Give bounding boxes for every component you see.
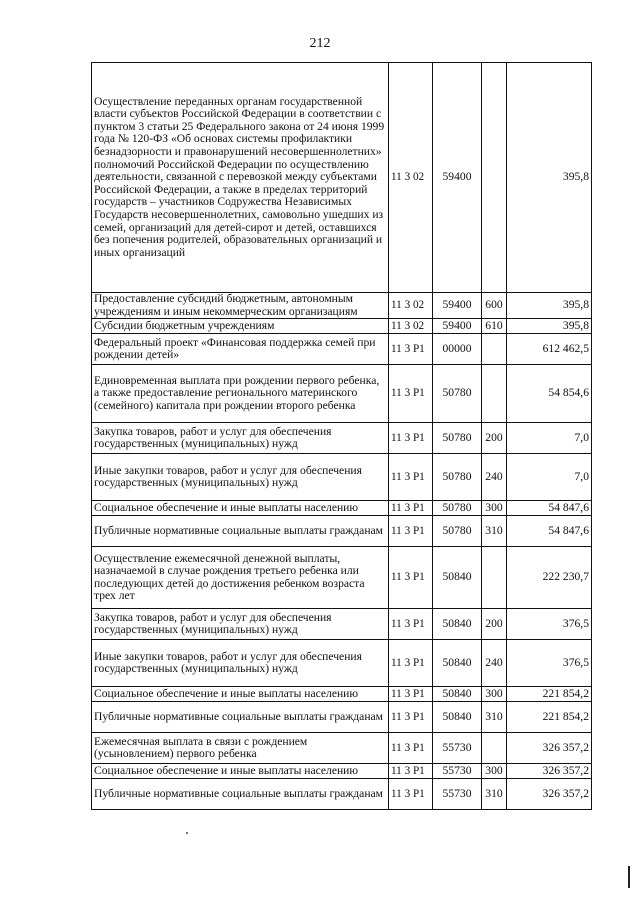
budget-item-name: Единовременная выплата при рождении первого ребенка, а также предоставление регионального материнского (семейного) капитала при рождении второго ребенка [92,365,389,423]
budget-item-name: Иные закупки товаров, работ и услуг для обеспечения государственных (муниципальных) нужд [92,454,389,501]
page-number: 212 [309,36,331,51]
expense-type-code [482,547,507,609]
budget-item-name: Социальное обеспечение и иные выплаты населению [92,501,389,516]
amount-value: 7,0 [507,454,592,501]
expense-type-code: 310 [482,779,507,810]
budget-item-name: Закупка товаров, работ и услуг для обеспечения государственных (муниципальных) нужд [92,609,389,640]
budget-item-name: Публичные нормативные социальные выплаты гражданам [92,702,389,733]
table-row [92,319,592,334]
amount-value: 395,8 [507,319,592,334]
table-row [92,547,592,609]
target-code: 55730 [433,733,482,764]
section-code: 11 3 P1 [389,423,433,454]
table-row [92,63,592,293]
expense-type-code: 600 [482,293,507,319]
section-code: 11 3 P1 [389,365,433,423]
section-code: 11 3 P1 [389,609,433,640]
budget-item-name: Иные закупки товаров, работ и услуг для обеспечения государственных (муниципальных) нужд [92,640,389,687]
target-code: 00000 [433,334,482,365]
budget-item-name: Социальное обеспечение и иные выплаты населению [92,687,389,702]
table-row [92,501,592,516]
target-code: 59400 [433,293,482,319]
section-code: 11 3 P1 [389,334,433,365]
amount-value: 54 847,6 [507,501,592,516]
target-code: 50780 [433,516,482,547]
expense-type-code: 610 [482,319,507,334]
table-row [92,687,592,702]
table-row [92,609,592,640]
table-row [92,454,592,501]
target-code: 55730 [433,764,482,779]
target-code: 50840 [433,702,482,733]
section-code: 11 3 P1 [389,687,433,702]
section-code: 11 3 02 [389,293,433,319]
target-code: 50840 [433,609,482,640]
budget-item-name: Социальное обеспечение и иные выплаты населению [92,764,389,779]
budget-item-name: Субсидии бюджетным учреждениям [92,319,389,334]
section-code: 11 3 P1 [389,764,433,779]
section-code: 11 3 02 [389,319,433,334]
expense-type-code [482,63,507,293]
table-row [92,640,592,687]
expense-type-code: 310 [482,516,507,547]
target-code: 59400 [433,63,482,293]
table-row [92,702,592,733]
amount-value: 326 357,2 [507,779,592,810]
table-row [92,516,592,547]
target-code: 50780 [433,501,482,516]
budget-item-name: Осуществление переданных органам государственной власти субъектов Российской Федерации в соответствии с пунктом 3 статьи 25 Федерального закона от 24 июня 1999 года № 120-ФЗ «Об основах системы профилактики безнадзорности и правонарушений несовершеннолетних» полномочий Российской Федерации по осуществлению деятельности, связанной с перевозкой между субъектами Российской Федерации, а также в пределах территорий государств – участников Содружества Независимых Государств несовершеннолетних, самовольно ушедших из семей, организаций для детей-сирот и детей, оставшихся без попечения родителей, образовательных организаций и иных организаций [92,63,389,293]
expense-type-code [482,365,507,423]
budget-item-name: Осуществление ежемесячной денежной выплаты, назначаемой в случае рождения третьего ребенка или последующих детей до достижения ребенком возраста трех лет [92,547,389,609]
budget-item-name: Федеральный проект «Финансовая поддержка семей при рождении детей» [92,334,389,365]
target-code: 50780 [433,423,482,454]
amount-value: 54 847,6 [507,516,592,547]
expense-type-code: 310 [482,702,507,733]
scan-speck [186,832,188,834]
section-code: 11 3 P1 [389,702,433,733]
table-row [92,365,592,423]
target-code: 55730 [433,779,482,810]
expense-type-code [482,733,507,764]
scan-edge-mark [628,866,630,888]
amount-value: 376,5 [507,609,592,640]
budget-item-name: Ежемесячная выплата в связи с рождением (усыновлением) первого ребенка [92,733,389,764]
table-row [92,293,592,319]
expense-type-code: 200 [482,609,507,640]
table-row [92,733,592,764]
expense-type-code [482,334,507,365]
section-code: 11 3 P1 [389,501,433,516]
target-code: 50840 [433,687,482,702]
table-row [92,764,592,779]
table-row [92,423,592,454]
table-row [92,334,592,365]
table-row [92,779,592,810]
target-code: 50840 [433,547,482,609]
section-code: 11 3 P1 [389,516,433,547]
section-code: 11 3 P1 [389,454,433,501]
budget-table [91,62,592,810]
amount-value: 326 357,2 [507,764,592,779]
budget-item-name: Закупка товаров, работ и услуг для обеспечения государственных (муниципальных) нужд [92,423,389,454]
amount-value: 395,8 [507,63,592,293]
target-code: 50840 [433,640,482,687]
target-code: 50780 [433,454,482,501]
budget-item-name: Предоставление субсидий бюджетным, автономным учреждениям и иным некоммерческим организациям [92,293,389,319]
expense-type-code: 240 [482,640,507,687]
budget-table-body [92,63,592,810]
amount-value: 221 854,2 [507,687,592,702]
amount-value: 222 230,7 [507,547,592,609]
amount-value: 221 854,2 [507,702,592,733]
section-code: 11 3 P1 [389,733,433,764]
budget-item-name: Публичные нормативные социальные выплаты гражданам [92,779,389,810]
amount-value: 54 854,6 [507,365,592,423]
expense-type-code: 300 [482,687,507,702]
amount-value: 326 357,2 [507,733,592,764]
amount-value: 612 462,5 [507,334,592,365]
target-code: 59400 [433,319,482,334]
expense-type-code: 300 [482,764,507,779]
expense-type-code: 200 [482,423,507,454]
section-code: 11 3 02 [389,63,433,293]
amount-value: 376,5 [507,640,592,687]
target-code: 50780 [433,365,482,423]
section-code: 11 3 P1 [389,640,433,687]
section-code: 11 3 P1 [389,547,433,609]
expense-type-code: 300 [482,501,507,516]
section-code: 11 3 P1 [389,779,433,810]
budget-item-name: Публичные нормативные социальные выплаты гражданам [92,516,389,547]
amount-value: 7,0 [507,423,592,454]
expense-type-code: 240 [482,454,507,501]
amount-value: 395,8 [507,293,592,319]
